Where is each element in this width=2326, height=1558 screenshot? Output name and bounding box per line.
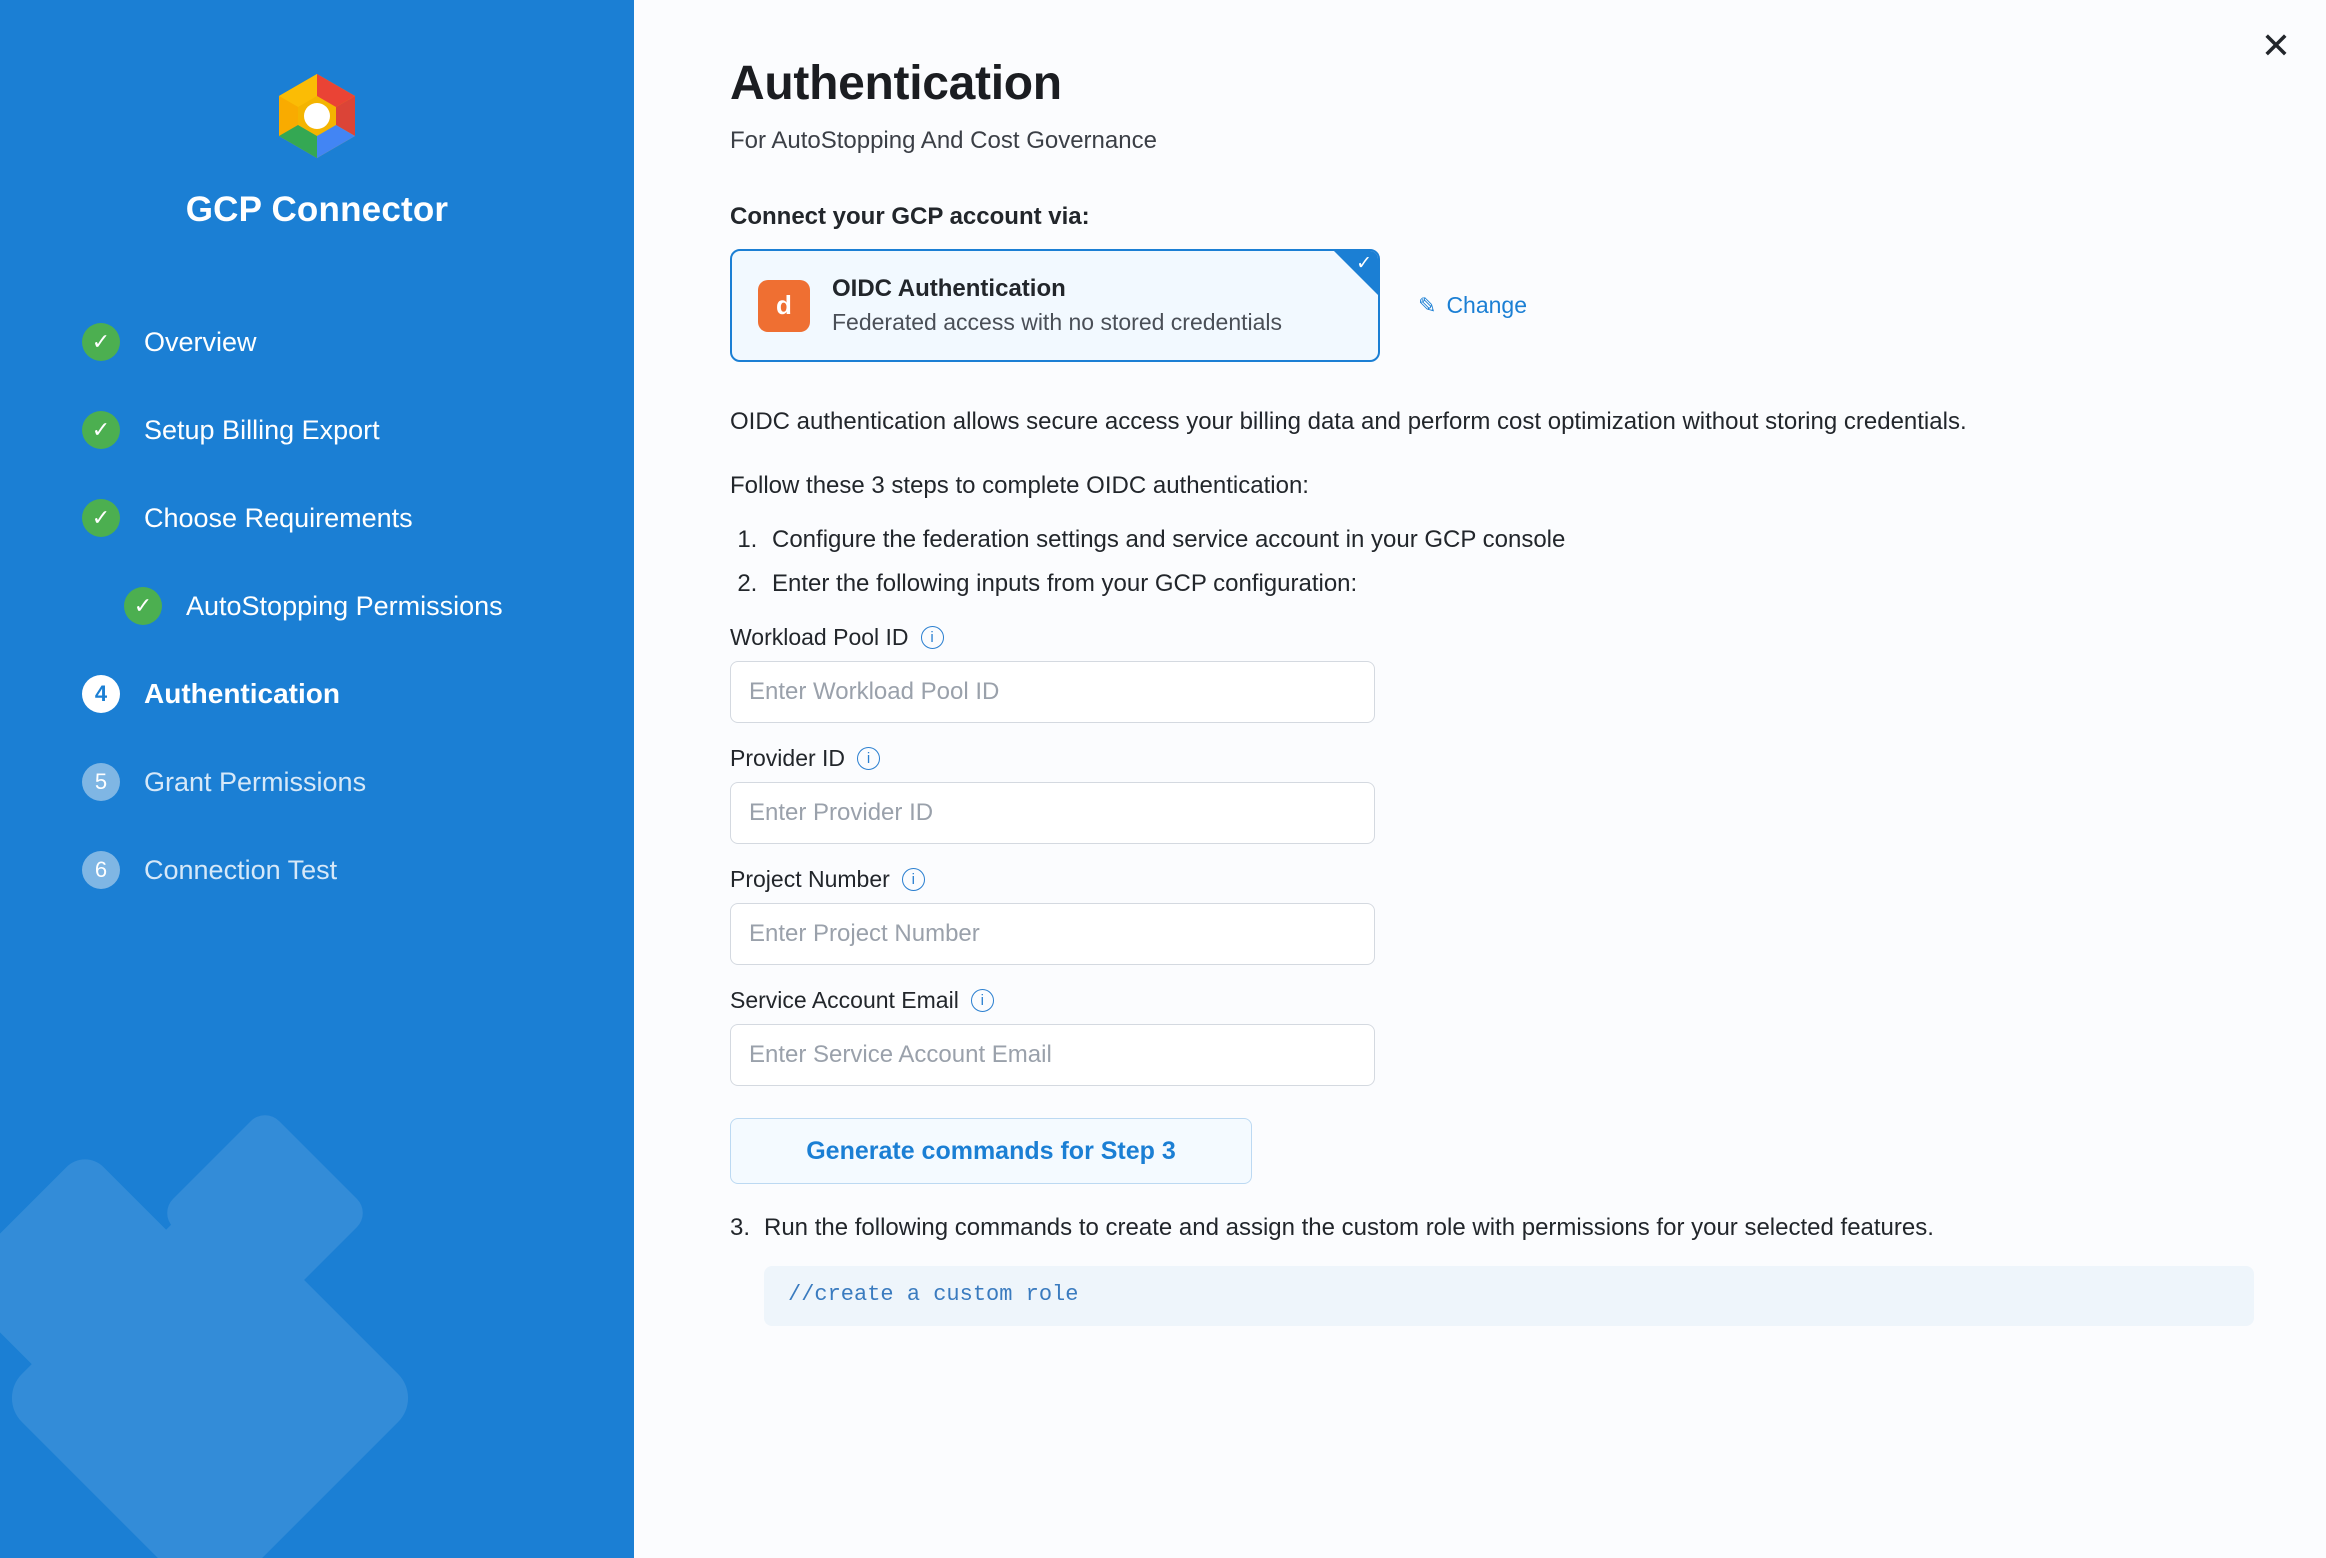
- sidebar: [0, 0, 634, 1558]
- project-number-field: [730, 866, 2256, 965]
- sidebar-item-setup-billing-export[interactable]: [82, 400, 634, 460]
- sidebar-item-label: Grant Permissions: [144, 766, 367, 797]
- workload-pool-id-label: [730, 624, 2256, 651]
- provider-id-label: [730, 745, 2256, 772]
- field-label-text: Workload Pool ID: [730, 624, 909, 650]
- sidebar-item-label: Overview: [144, 326, 257, 357]
- field-label-text: Provider ID: [730, 745, 846, 771]
- main-panel: [634, 0, 2326, 1558]
- check-icon: ✓: [82, 499, 120, 537]
- gcp-config-fields: [730, 624, 2256, 1184]
- service-account-email-field: [730, 987, 2256, 1086]
- sidebar-background-pattern: [0, 1128, 500, 1558]
- sidebar-item-authentication[interactable]: [82, 664, 634, 724]
- auth-method-row: [730, 249, 2256, 362]
- sidebar-item-label: Choose Requirements: [144, 502, 413, 533]
- gcp-hexagon-icon: [267, 70, 367, 162]
- info-icon[interactable]: i: [902, 868, 925, 891]
- field-label-text: Project Number: [730, 866, 890, 892]
- project-number-input[interactable]: [730, 903, 1375, 965]
- oidc-steps-list: [730, 526, 2256, 598]
- steps-intro: Follow these 3 steps to complete OIDC authentication:: [730, 472, 1309, 499]
- oidc-description: OIDC authentication allows secure access your billing data and perform cost optimization without storing credentials.: [730, 408, 1967, 435]
- check-icon: ✓: [124, 587, 162, 625]
- step-3-item: [730, 1214, 2256, 1242]
- project-number-label: [730, 866, 2256, 893]
- info-icon[interactable]: i: [921, 626, 944, 649]
- step-3-number: 3.: [730, 1214, 751, 1241]
- step-3-text: Run the following commands to create and assign the custom role with permissions for your selected features.: [764, 1214, 1934, 1241]
- auth-card-title: OIDC Authentication: [832, 275, 1066, 302]
- workload-pool-id-field: [730, 624, 2256, 723]
- sidebar-item-label: AutoStopping Permissions: [186, 590, 503, 621]
- harness-icon: d: [758, 280, 810, 332]
- oidc-authentication-card[interactable]: [730, 249, 1380, 362]
- sidebar-item-label: Authentication: [144, 678, 340, 709]
- field-label-text: Service Account Email: [730, 987, 959, 1013]
- info-icon[interactable]: i: [857, 747, 880, 770]
- pencil-icon: ✎: [1418, 292, 1437, 318]
- sidebar-item-label: Setup Billing Export: [144, 414, 380, 445]
- commands-code-block[interactable]: //create a custom role: [764, 1266, 2254, 1326]
- step-nav: [0, 312, 634, 900]
- connect-account-label: Connect your GCP account via:: [730, 203, 1090, 230]
- sidebar-item-connection-test[interactable]: [82, 840, 634, 900]
- sidebar-item-grant-permissions[interactable]: [82, 752, 634, 812]
- check-icon: ✓: [82, 411, 120, 449]
- change-auth-button[interactable]: [1418, 292, 1527, 319]
- workload-pool-id-input[interactable]: [730, 661, 1375, 723]
- generate-commands-button[interactable]: Generate commands for Step 3: [730, 1118, 1252, 1184]
- step-2-item: 2. Enter the following inputs from your GCP configuration:: [764, 570, 2256, 598]
- page-subtitle: For AutoStopping And Cost Governance: [730, 127, 1157, 154]
- close-icon[interactable]: ✕: [2260, 25, 2292, 66]
- sidebar-item-autostopping-permissions[interactable]: [82, 576, 634, 636]
- sidebar-item-overview[interactable]: [82, 312, 634, 372]
- check-icon: ✓: [1356, 253, 1372, 274]
- auth-card-description: Federated access with no stored credentials: [832, 309, 1283, 335]
- page-title: Authentication: [730, 57, 1062, 110]
- service-account-email-input[interactable]: [730, 1024, 1375, 1086]
- step-number-badge: 5: [82, 763, 120, 801]
- step-1-item: 1. Configure the federation settings and service account in your GCP console: [764, 526, 2256, 554]
- step-number-badge: 6: [82, 851, 120, 889]
- step-number-badge: 4: [82, 675, 120, 713]
- sidebar-item-label: Connection Test: [144, 854, 338, 885]
- provider-id-input[interactable]: [730, 782, 1375, 844]
- sidebar-item-choose-requirements[interactable]: [82, 488, 634, 548]
- provider-id-field: [730, 745, 2256, 844]
- info-icon[interactable]: i: [971, 989, 994, 1012]
- change-auth-label: Change: [1446, 292, 1528, 318]
- brand-title: GCP Connector: [185, 190, 449, 229]
- service-account-email-label: [730, 987, 2256, 1014]
- check-icon: ✓: [82, 323, 120, 361]
